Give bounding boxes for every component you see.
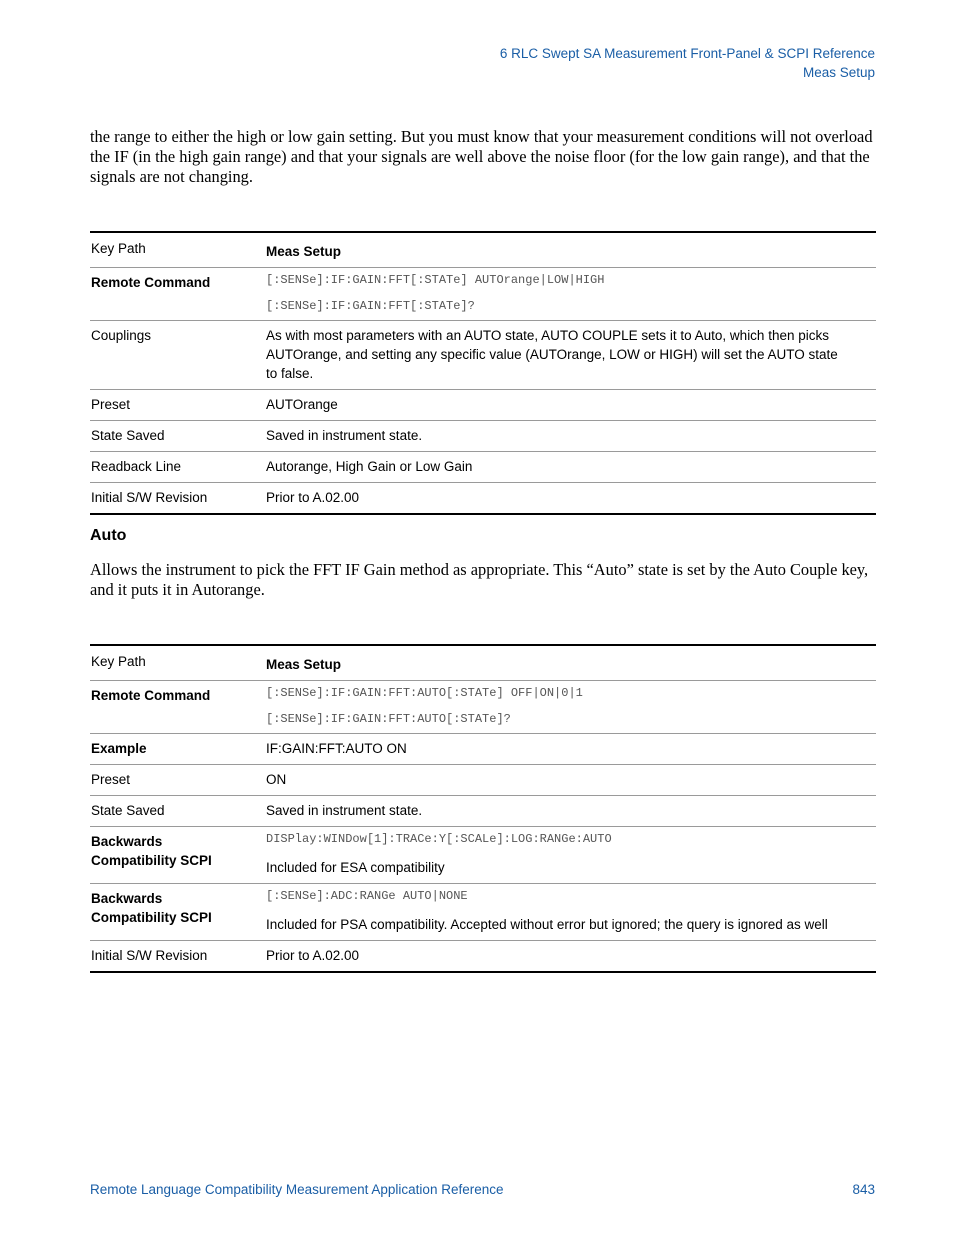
backcompat-label-line1: Backwards	[91, 891, 163, 906]
section-heading: Meas Setup	[802, 65, 875, 80]
revision-label: Initial S/W Revision	[90, 941, 265, 973]
table-row	[90, 390, 876, 421]
table-row	[90, 765, 876, 796]
remote-command-query: [:SENSe]:IF:GAIN:FFT:AUTO[:STATe]?	[266, 712, 511, 726]
table-row	[90, 734, 876, 765]
readback-value: Autorange, High Gain or Low Gain	[265, 452, 876, 483]
remote-command-label: Remote Command	[90, 268, 265, 321]
key-path-value: Meas Setup	[266, 657, 342, 672]
fft-if-gain-table	[90, 231, 876, 515]
table-row	[90, 232, 876, 268]
revision-label: Initial S/W Revision	[90, 483, 265, 515]
fft-if-gain-auto-table	[90, 644, 876, 973]
preset-value: AUTOrange	[265, 390, 876, 421]
preset-label: Preset	[90, 390, 265, 421]
backcompat-label-line1: Backwards	[91, 834, 163, 849]
revision-value: Prior to A.02.00	[265, 941, 876, 973]
backcompat-label-line2: Compatibility SCPI	[91, 910, 212, 925]
remote-command-query: [:SENSe]:IF:GAIN:FFT[:STATe]?	[266, 299, 475, 313]
backcompat-command: DISPlay:WINDow[1]:TRACe:Y[:SCALe]:LOG:RANGe:AUTO	[266, 832, 612, 846]
example-value: IF:GAIN:FFT:AUTO ON	[265, 734, 876, 765]
table-row	[90, 452, 876, 483]
backcompat-note: Included for ESA compatibility	[266, 860, 445, 875]
remote-command-set: [:SENSe]:IF:GAIN:FFT[:STATe] AUTOrange|LOW|HIGH	[266, 273, 605, 287]
table-row	[90, 941, 876, 973]
table-row	[90, 681, 876, 734]
state-saved-label: State Saved	[90, 421, 265, 452]
couplings-label: Couplings	[90, 321, 265, 390]
example-label: Example	[90, 734, 265, 765]
state-saved-label: State Saved	[90, 796, 265, 827]
table-row	[90, 827, 876, 884]
key-path-label: Key Path	[91, 654, 146, 669]
auto-section-title: Auto	[90, 527, 127, 544]
table-row	[90, 483, 876, 515]
table-row	[90, 645, 876, 681]
footer-title: Remote Language Compatibility Measurement Application Reference	[90, 1182, 504, 1197]
backcompat-command: [:SENSe]:ADC:RANGe AUTO|NONE	[266, 889, 468, 903]
table-row	[90, 268, 876, 321]
page-footer	[90, 1182, 875, 1197]
couplings-value: As with most parameters with an AUTO state, AUTO COUPLE sets it to Auto, which then picks AUTOrange, and setting any specific value (AUTOrange, LOW or HIGH) will set the AUTO state to false.	[265, 321, 876, 390]
page-number: 843	[852, 1182, 875, 1197]
table-row	[90, 796, 876, 827]
chapter-heading: 6 RLC Swept SA Measurement Front-Panel & SCPI Reference	[499, 46, 875, 61]
table-row	[90, 884, 876, 941]
preset-label: Preset	[90, 765, 265, 796]
key-path-value: Meas Setup	[266, 244, 342, 259]
remote-command-set: [:SENSe]:IF:GAIN:FFT:AUTO[:STATe] OFF|ON|0|1	[266, 686, 583, 700]
remote-command-label: Remote Command	[90, 681, 265, 734]
backcompat-label-line2: Compatibility SCPI	[91, 853, 212, 868]
readback-label: Readback Line	[90, 452, 265, 483]
state-saved-value: Saved in instrument state.	[265, 796, 876, 827]
table-row	[90, 321, 876, 390]
revision-value: Prior to A.02.00	[265, 483, 876, 515]
backcompat-note: Included for PSA compatibility. Accepted without error but ignored; the query is ignored as well	[266, 917, 828, 932]
state-saved-value: Saved in instrument state.	[265, 421, 876, 452]
table-row	[90, 421, 876, 452]
running-header	[500, 44, 875, 82]
intro-paragraph: the range to either the high or low gain setting. But you must know that your measurement conditions will not overload the IF (in the high gain range) and that your signals are well above the noise floor (for the low gain range), and that the signals are not changing.	[90, 127, 873, 186]
key-path-label: Key Path	[91, 241, 146, 256]
preset-value: ON	[265, 765, 876, 796]
auto-paragraph: Allows the instrument to pick the FFT IF Gain method as appropriate. This “Auto” state is set by the Auto Couple key, and it puts it in Autorange.	[90, 560, 869, 599]
